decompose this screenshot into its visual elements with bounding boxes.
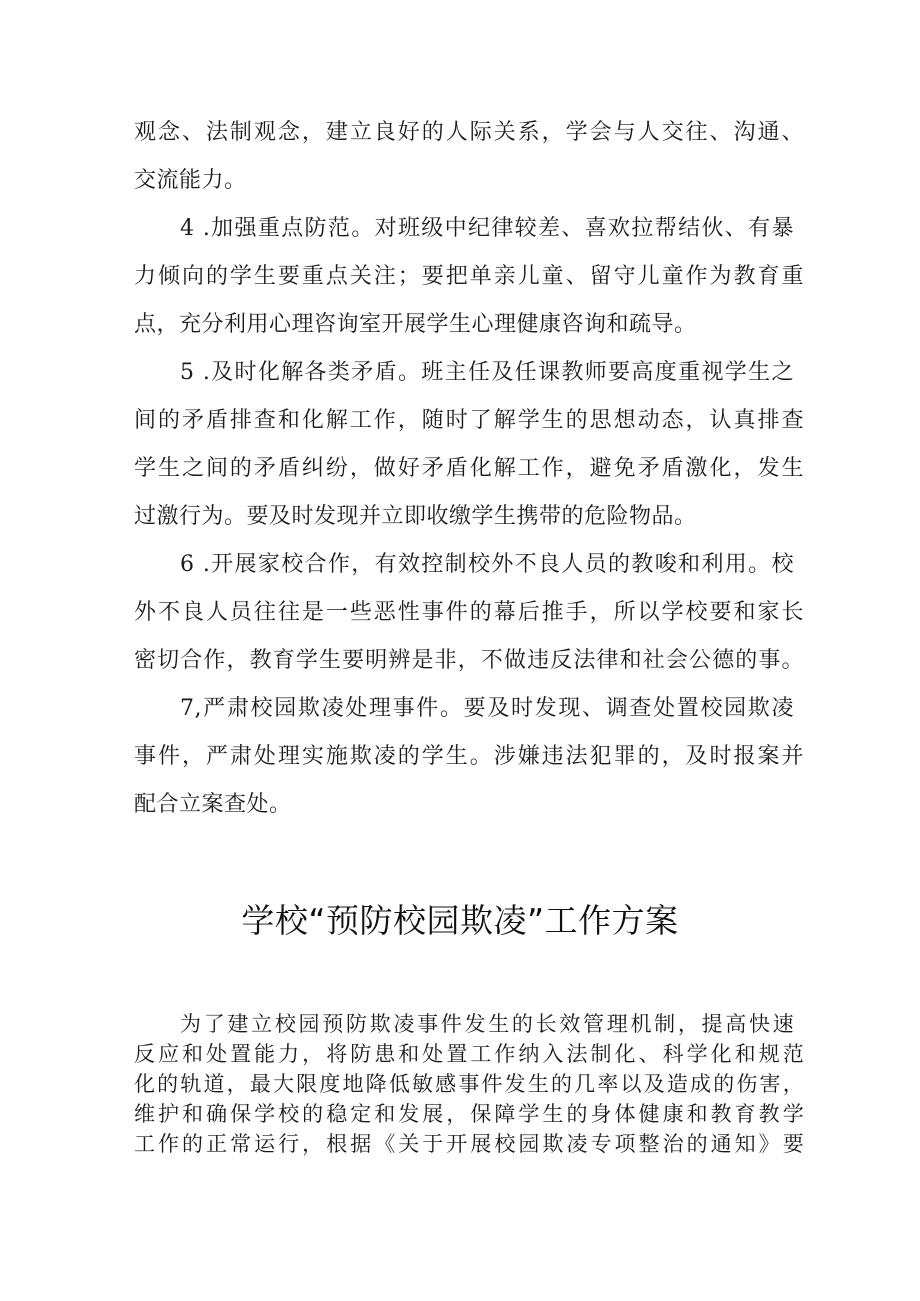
paragraph-line: 间的矛盾排查和化解工作，随时了解学生的思想动态，认真排查 [134, 408, 804, 433]
intro-line: 维护和确保学校的稳定和发展，保障学生的身体健康和教育教学 [134, 1102, 804, 1126]
paragraph-line-item-5: 5 .及时化解各类矛盾。班主任及任课教师要高度重视学生之 [180, 360, 794, 385]
paragraph-line: 事件，严肃处理实施欺凌的学生。涉嫌违法犯罪的，及时报案并 [134, 744, 804, 769]
intro-line: 化的轨道，最大限度地降低敏感事件发生的几率以及造成的伤害， [134, 1072, 804, 1096]
paragraph-line: 配合立案查处。 [134, 792, 292, 817]
paragraph-line: 力倾向的学生要重点关注；要把单亲儿童、留守儿童作为教育重 [134, 264, 804, 289]
paragraph-line: 密切合作，教育学生要明辨是非，不做违反法律和社会公德的事。 [134, 648, 804, 673]
paragraph-line-item-6: 6 .开展家校合作，有效控制校外不良人员的教唆和利用。校 [180, 552, 794, 577]
document-title: 学校“预防校园欺凌”工作方案 [241, 901, 679, 940]
paragraph-line-item-4: 4 .加强重点防范。对班级中纪律较差、喜欢拉帮结伙、有暴 [180, 216, 794, 241]
paragraph-line: 观念、法制观念，建立良好的人际关系，学会与人交往、沟通、 [134, 120, 804, 145]
paragraph-line: 过激行为。要及时发现并立即收缴学生携带的危险物品。 [134, 504, 697, 529]
intro-line: 反应和处置能力，将防患和处置工作纳入法制化、科学化和规范 [134, 1042, 804, 1066]
paragraph-line-item-7: 7,严肃校园欺凌处理事件。要及时发现、调查处置校园欺凌 [180, 696, 794, 721]
paragraph-line: 学生之间的矛盾纠纷，做好矛盾化解工作，避免矛盾激化，发生 [134, 456, 804, 481]
paragraph-line: 点，充分利用心理咨询室开展学生心理健康咨询和疏导。 [134, 312, 697, 337]
paragraph-line: 交流能力。 [134, 168, 247, 193]
intro-line: 工作的正常运行，根据《关于开展校园欺凌专项整治的通知》要 [134, 1132, 804, 1156]
paragraph-line: 外不良人员往往是一些恶性事件的幕后推手，所以学校要和家长 [134, 600, 804, 625]
intro-line: 为了建立校园预防欺凌事件发生的长效管理机制，提高快速 [180, 1012, 794, 1036]
